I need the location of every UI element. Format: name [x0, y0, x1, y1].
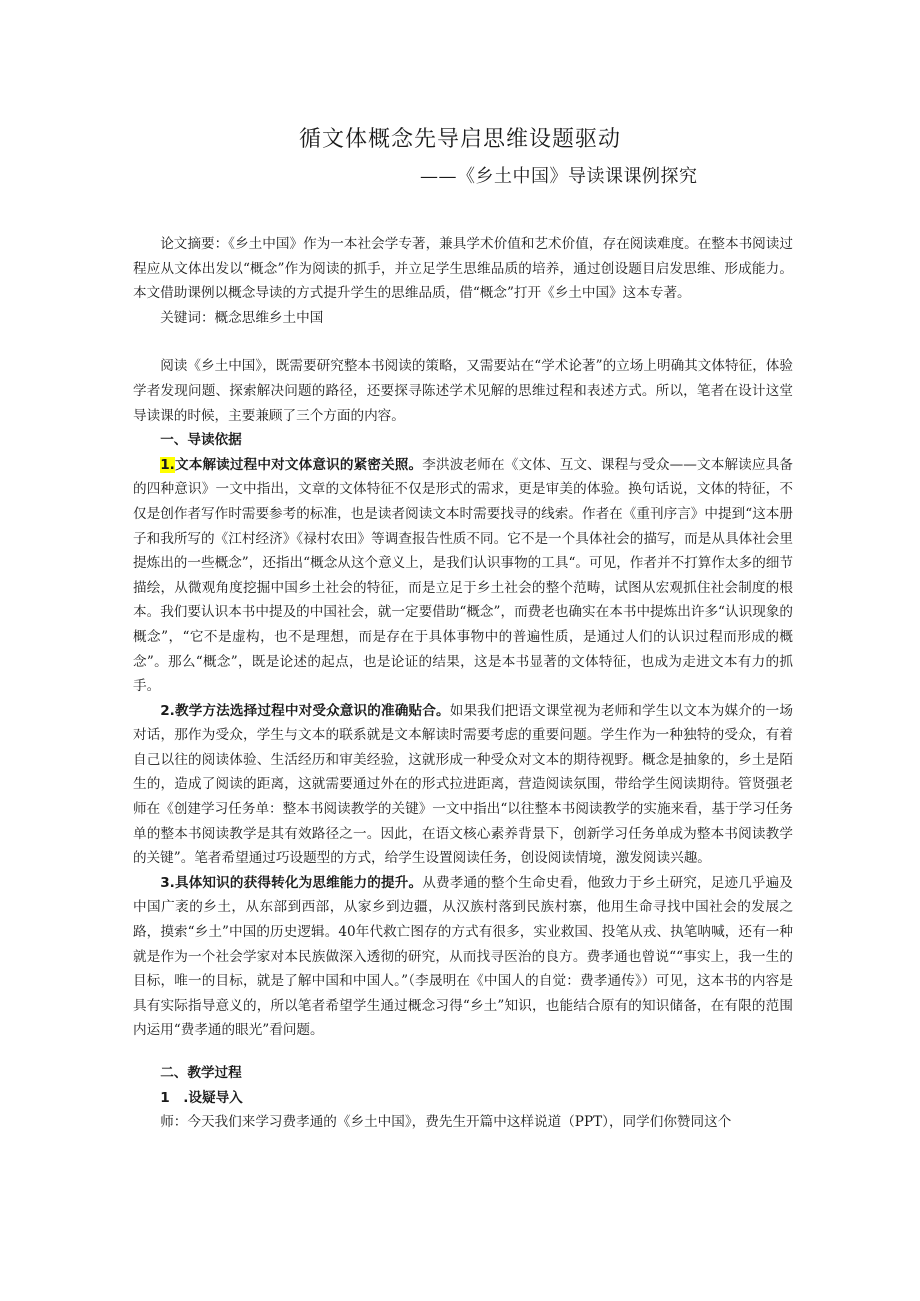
paragraph-1-lead: 文本解读过程中对文体意识的紧密关照。: [174, 456, 423, 473]
paragraph-3-lead: 3.具体知识的获得转化为思维能力的提升。: [160, 874, 423, 891]
paragraph-3-text: 从费孝通的整个生命史看，他致力于乡土研究，足迹几乎遍及中国广袤的乡土，从东部到西部，从家乡到边疆，从汉族村落到民族村寨，他用生命寻找中国社会的发展之路，摸索“乡土”中国的历史逻辑。40年代救亡图存的方式有很多，实业救国、投笔从戎、执笔呐喊，还有一种就是作为一个社会学家对本民族做深入透彻的研究，从而找寻医治的良方。费孝通也曾说““事实上，我一生的目标，唯一的目标，就是了解中国和中国人。”（李晟明在《中国人的自觉：费孝通传》）可见，这本书的内容是具有实际指导意义的，所以笔者希望学生通过概念习得“乡土”知识，也能结合原有的知识储备，在有限的范围内运用“费孝通的眼光”看问题。: [133, 874, 794, 1039]
keywords-line: 关键词：概念思维乡土中国: [160, 309, 324, 326]
section-heading-1-text: 一、导读依据: [160, 432, 242, 449]
section-heading-1: [133, 428, 793, 453]
page-subtitle: ——《乡土中国》导读课课例探究: [420, 166, 698, 187]
abstract-paragraph: 论文摘要：《乡土中国》作为一本社会学专著，兼具学术价值和艺术价值，存在阅读难度。在整本书阅读过程应从文体出发以“概念”作为阅读的抓手，并立足学生思维品质的培养，通过创设题目启发思维、形成能力。本文借助课例以概念导读的方式提升学生的思维品质，借“概念”打开《乡土中国》这本专著。: [133, 236, 793, 302]
paragraph-3: [133, 871, 793, 1043]
document-body: [133, 232, 793, 1135]
page-title: 循文体概念先导启思维设题驱动: [298, 127, 621, 152]
paragraph-2: [133, 699, 793, 871]
teacher-line: 师：今天我们来学习费孝通的《乡土中国》，费先生开篇中这样说道（PPT），同学们你赞同这个: [160, 1114, 732, 1131]
paragraph-1-text: 李洪波老师在《文体、互文、课程与受众——文本解读应具备的四种意识》一文中指出，文章的文体特征不仅是形式的需求，更是审美的体验。换句话说，文体的特征，不仅是创作者写作时需要参考的标准，也是读者阅读文本时需要找寻的线索。作者在《重刊序言》中提到“这本册子和我所写的《江村经济》《禄村农田》等调查报告性质不同。它不是一个具体社会的描写，而是从具体社会里提炼出的一些概念”，还指出“概念从这个意义上，是我们认识事物的工具“。可见，作者并不打算作太多的细节描绘，从微观角度挖掘中国乡土社会的特征，而是立足于乡土社会的整个范畴，试图从宏观抓住社会制度的根本。我们要认识本书中提及的中国社会，就一定要借助“概念”，而费老也确实在本书中提炼出许多“认识现象的概念”，“它不是虚构，也不是理想，而是存在于具体事物中的普遍性质，是通过人们的认识过程而形成的概念”。那么“概念”，既是论述的起点，也是论证的结果，这是本书显著的文体特征，也成为走进文本有力的抓手。: [133, 456, 794, 695]
paragraph-2-text: 如果我们把语文课堂视为老师和学生以文本为媒介的一场对话，那作为受众，学生与文本的联系就是文本解读时需要考虑的重要问题。学生作为一种独特的受众，有着自己以往的阅读体验、生活经历和审美经验，这就形成一种受众对文本的期待视野。概念是抽象的，乡土是陌生的，造成了阅读的距离，这就需要通过外在的形式拉进距离，营造阅读氛围，带给学生阅读期待。管贤强老师在《创建学习任务单：整本书阅读教学的关键》一文中指出“以往整本书阅读教学的实施来看，基于学习任务单的整本书阅读教学是其有效路径之一。因此，在语文核心素养背景下，创新学习任务单成为整本书阅读教学的关键”。笔者希望通过巧设题型的方式，给学生设置阅读任务，创设阅读情境，激发阅读兴趣。: [133, 702, 793, 867]
paragraph-1-number: 1.: [160, 456, 175, 473]
paragraph-1: [133, 453, 793, 699]
section-heading-2: [133, 1061, 793, 1086]
section-heading-2-text: 二、教学过程: [160, 1065, 242, 1081]
subsection-heading-1: [133, 1086, 793, 1111]
subsection-heading-1-text: 1 .设疑导入: [160, 1089, 243, 1106]
paragraph-2-lead: 2.教学方法选择过程中对受众意识的准确贴合。: [160, 702, 450, 719]
intro-paragraph: 阅读《乡土中国》，既需要研究整本书阅读的策略，又需要站在“学术论著”的立场上明确其文体特征，体验学者发现问题、探索解决问题的路径，还要探寻陈述学术见解的思维过程和表述方式。所以，笔者在设计这堂导读课的时候，主要兼顾了三个方面的内容。: [133, 358, 793, 424]
